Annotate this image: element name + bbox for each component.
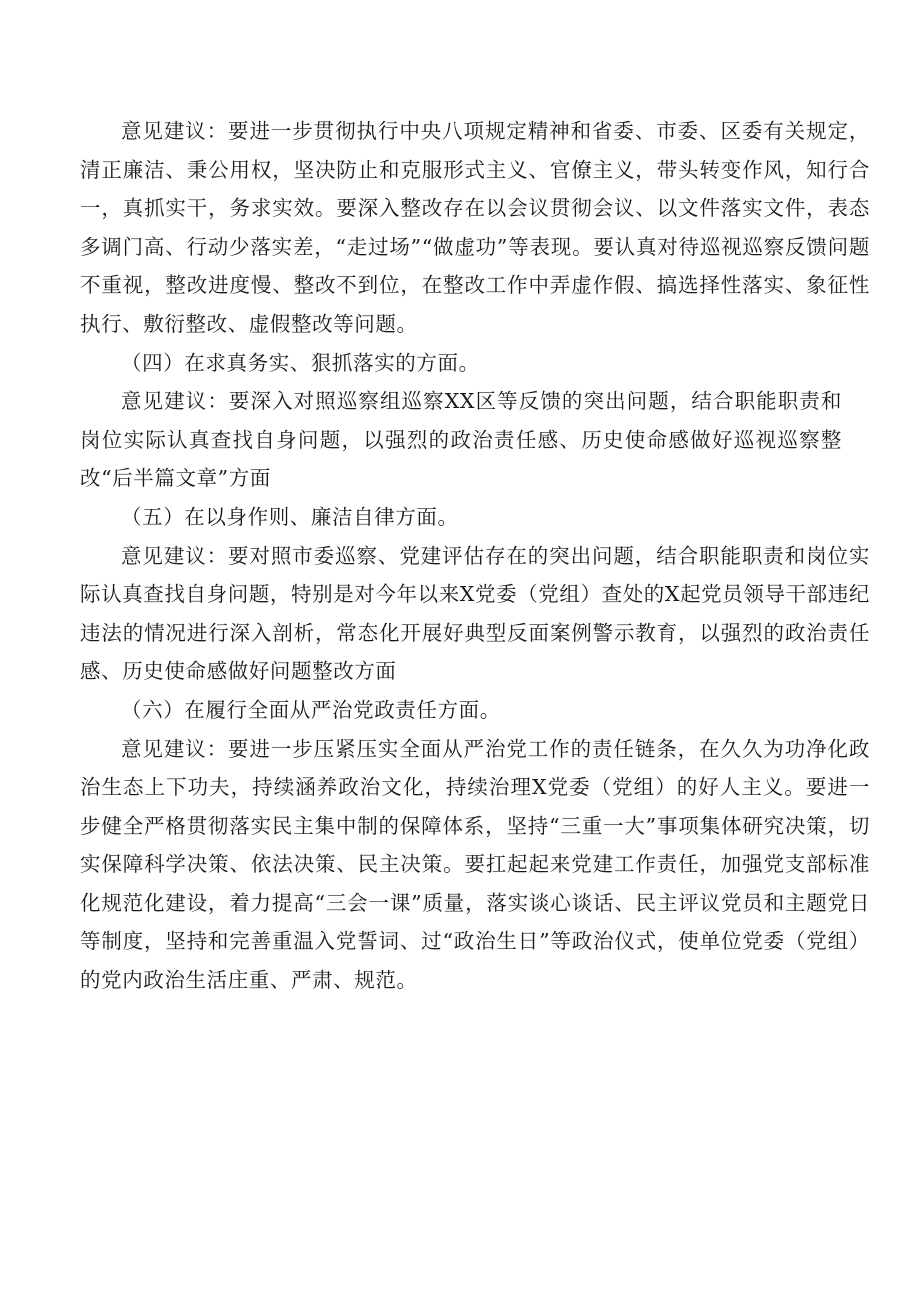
- paragraph-recommendation-6: 意见建议：要进一步压紧压实全面从严治党工作的责任链条，在久久为功净化政治生态上下功夫，持续涵养政治文化，持续治理X党委（党组）的好人主义。要进一步健全严格贯彻落实民主集中制的保障体系，坚持“三重一大”事项集体研究决策，切实保障科学决策、依法决策、民主决策。要扛起起来党建工作责任，加强党支部标准化规范化建设，着力提高“三会一课”质量，落实谈心谈话、民主评议党员和主题党日等制度，坚持和完善重温入党誓词、过“政治生日”等政治仪式，使单位党委（党组）的党内政治生活庄重、严肃、规范。: [80, 736, 870, 993]
- section-heading-4: （四）在求真务实、狠抓落实的方面。: [121, 350, 480, 375]
- section-heading-5: （五）在以身作则、廉洁自律方面。: [121, 504, 459, 529]
- section-heading-6: （六）在履行全面从严治党政责任方面。: [121, 697, 501, 722]
- paragraph-recommendation-5: 意见建议：要对照市委巡察、党建评估存在的突出问题，结合职能职责和岗位实际认真查找自身问题，特别是对今年以来X党委（党组）查处的X起党员领导干部违纪违法的情况进行深入剖析，常态化开展好典型反面案例警示教育，以强烈的政治责任感、历史使命感做好问题整改方面: [80, 543, 870, 684]
- paragraph-recommendation-3: 意见建议：要进一步贯彻执行中央八项规定精神和省委、市委、区委有关规定，清正廉洁、秉公用权，坚决防止和克服形式主义、官僚主义，带头转变作风，知行合一，真抓实干，务求实效。要深入整改存在以会议贯彻会议、以文件落实文件，表态多调门高、行动少落实差，“走过场”“做虚功”等表现。要认真对待巡视巡察反馈问题不重视，整改进度慢、整改不到位，在整改工作中弄虚作假、搞选择性落实、象征性执行、敷衍整改、虚假整改等问题。: [80, 119, 870, 336]
- paragraph-recommendation-4: 意见建议：要深入对照巡察组巡察XX区等反馈的突出问题，结合职能职责和岗位实际认真查找自身问题，以强烈的政治责任感、历史使命感做好巡视巡察整改“后半篇文章”方面: [80, 389, 842, 491]
- document-body: [80, 112, 870, 1000]
